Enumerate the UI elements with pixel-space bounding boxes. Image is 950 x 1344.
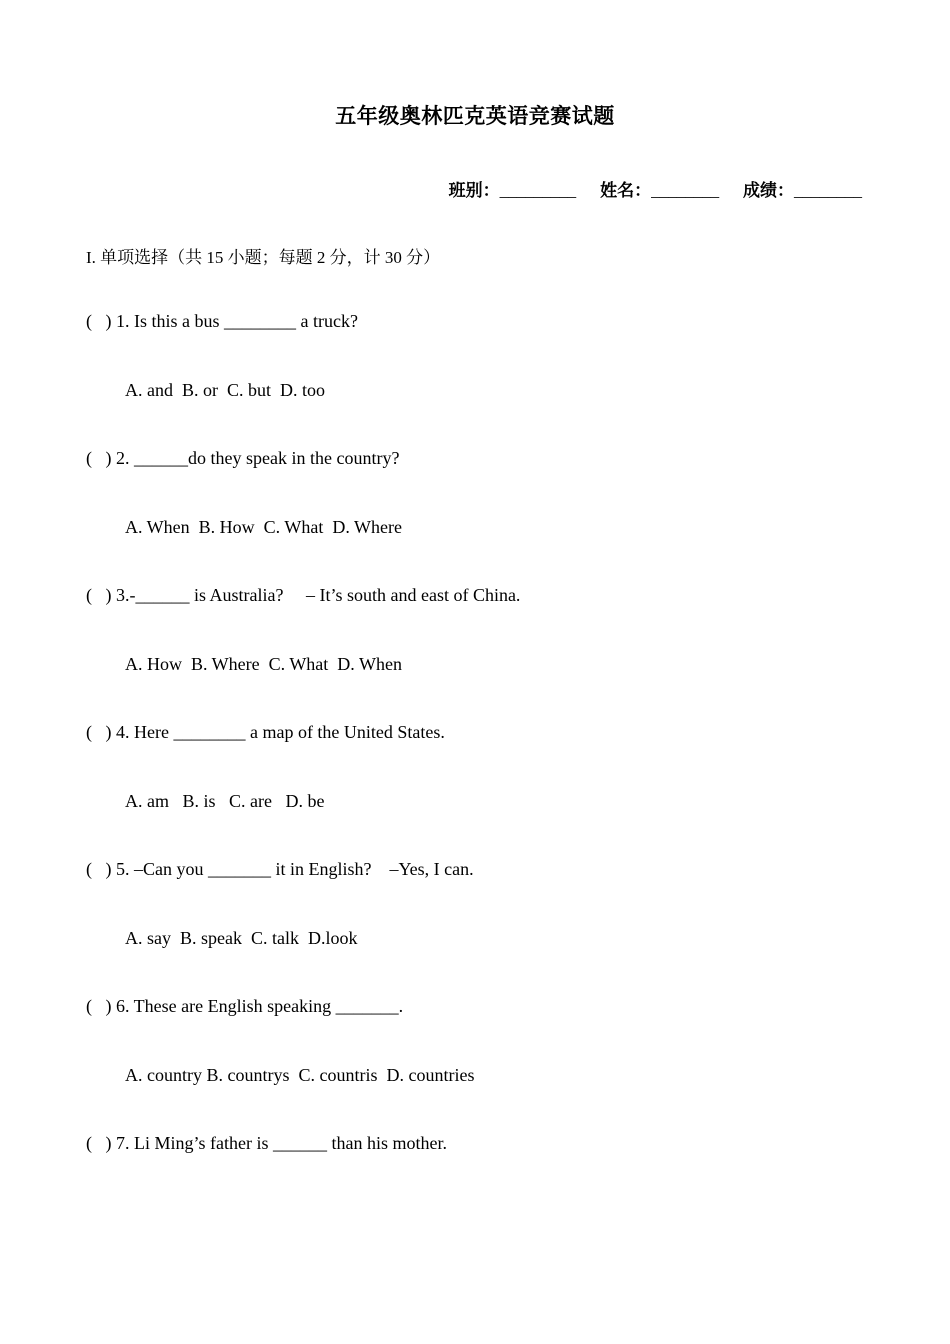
question-1: ( ) 1. Is this a bus ________ a truck? — [86, 311, 358, 331]
question-3-options: A. How B. Where C. What D. When — [125, 654, 402, 674]
name-blank: ________ — [651, 181, 720, 200]
class-field — [449, 181, 577, 201]
question-4-options: A. am B. is C. are D. be — [125, 791, 325, 811]
class-label: 班别： — [448, 181, 500, 201]
score-blank: ________ — [794, 181, 862, 200]
score-field — [743, 181, 862, 201]
question-6: ( ) 6. These are English speaking _______. — [86, 996, 404, 1016]
class-blank: _________ — [499, 181, 577, 200]
student-info-row — [449, 176, 862, 201]
name-label: 姓名： — [600, 181, 652, 201]
score-label: 成绩： — [743, 181, 794, 201]
question-5-options: A. say B. speak C. talk D.look — [125, 928, 358, 948]
question-7: ( ) 7. Li Ming’s father is ______ than his mother. — [86, 1133, 447, 1153]
question-1-options: A. and B. or C. but D. too — [125, 380, 325, 400]
question-6-options: A. country B. countrys C. countris D. countries — [125, 1065, 475, 1085]
question-5: ( ) 5. –Can you _______ it in English? –Yes, I can. — [86, 859, 474, 879]
page-title: 五年级奥林匹克英语竞赛试题 — [335, 104, 615, 128]
question-2: ( ) 2. ______do they speak in the country? — [86, 448, 400, 468]
name-field — [600, 181, 719, 201]
question-3: ( ) 3.-______ is Australia? – It’s south and east of China. — [86, 585, 521, 605]
section-heading: I. 单项选择（共 15 小题；每题 2 分，计 30 分） — [86, 248, 441, 267]
question-4: ( ) 4. Here ________ a map of the United States. — [86, 722, 445, 742]
question-2-options: A. When B. How C. What D. Where — [125, 517, 402, 537]
